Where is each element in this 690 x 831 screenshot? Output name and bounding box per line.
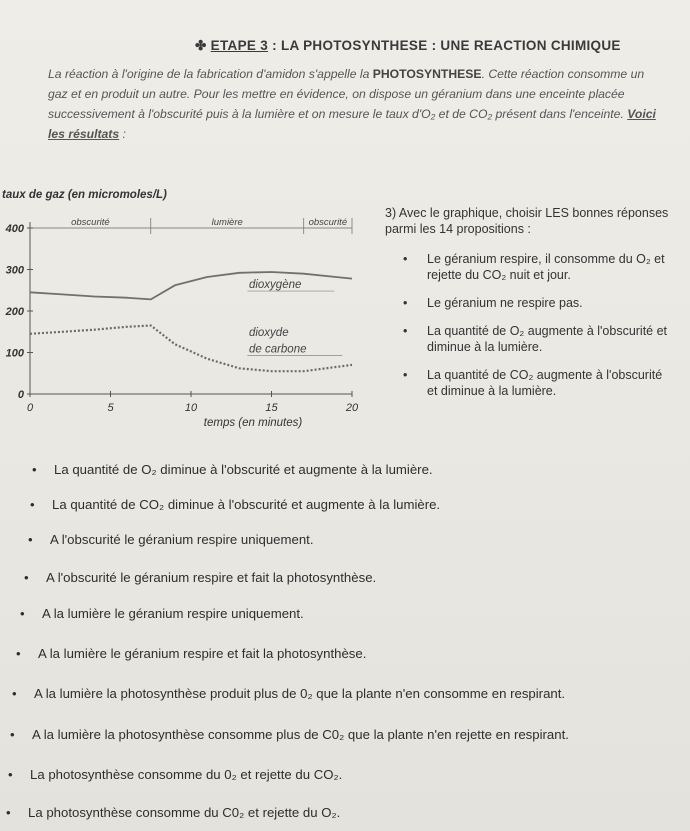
question-text: 3) Avec le graphique, choisir LES bonnes réponses parmi les 14 propositions :	[385, 206, 669, 236]
y-tick-label: 0	[17, 389, 24, 401]
x-tick-label: 15	[265, 402, 278, 414]
question-list	[385, 251, 675, 399]
proposition-text: A la lumière le géranium respire et fait la photosynthèse.	[38, 646, 367, 661]
question-item	[385, 251, 675, 283]
y-tick-label: 400	[5, 223, 24, 235]
question-item	[385, 367, 675, 399]
proposition-item	[20, 606, 304, 621]
bullet-icon: •	[20, 606, 25, 621]
proposition-text: La quantité de CO₂ diminue à l'obscurité et augmente à la lumière.	[52, 497, 441, 512]
proposition-text: A l'obscurité le géranium respire et fait la photosynthèse.	[46, 570, 377, 585]
proposition-item	[16, 646, 366, 661]
proposition-text: A la lumière la photosynthèse consomme plus de C0₂ que la plante n'en rejette en respirant.	[32, 727, 569, 742]
x-tick-label: 5	[107, 402, 114, 414]
bullet-icon: •	[30, 497, 35, 512]
phase-label: lumière	[211, 217, 243, 228]
intro-end: :	[119, 127, 126, 141]
proposition-item	[10, 727, 569, 742]
bullet-icon: •	[403, 252, 408, 266]
intro-text-1: La réaction à l'origine de la fabrication d'amidon s'appelle la	[48, 67, 373, 81]
intro-keyword: PHOTOSYNTHESE	[372, 67, 482, 81]
question-item-text: Le géranium respire, il consomme du O₂ et rejette du CO₂ nuit et jour.	[427, 252, 665, 282]
question-item-text: La quantité de O₂ augmente à l'obscurité et diminue à la lumière.	[427, 324, 668, 354]
question-item	[385, 295, 675, 311]
intro-paragraph	[48, 64, 658, 144]
bullet-icon: •	[10, 727, 15, 742]
bullet-icon: •	[12, 686, 17, 701]
intro-text-2: . Cette réaction consomme un gaz et en produit un autre. Pour les mettre en évidence, on dispose un géranium dans une enceinte placée successivement à l'obscurité puis à la lumière et on mesure le taux d'O₂ et de CO₂ présent dans l'enceinte.	[48, 67, 645, 121]
proposition-item	[12, 686, 565, 701]
question-item	[385, 323, 675, 355]
proposition-text: A l'obscurité le géranium respire uniquement.	[50, 532, 314, 547]
proposition-text: A la lumière la photosynthèse produit plus de 0₂ que la plante n'en consomme en respirant.	[34, 686, 566, 701]
bullet-icon: •	[28, 532, 33, 547]
bullet-icon: •	[8, 767, 13, 782]
proposition-text: A la lumière le géranium respire uniquement.	[42, 606, 304, 621]
proposition-text: La quantité de O₂ diminue à l'obscurité et augmente à la lumière.	[54, 462, 433, 477]
phase-label: obscurité	[71, 217, 110, 228]
bullet-icon: •	[32, 462, 37, 477]
series-label-dioxygene: dioxygène	[248, 279, 302, 292]
proposition-text: La photosynthèse consomme du 0₂ et rejette du CO₂.	[30, 767, 343, 782]
y-axis-title: taux de gaz (en micromoles/L)	[2, 189, 167, 201]
proposition-item	[24, 570, 376, 585]
proposition-item	[6, 805, 340, 820]
x-tick-label: 20	[345, 402, 359, 414]
y-tick-label: 300	[5, 264, 24, 277]
series-label-co2: de carbone	[248, 343, 307, 356]
proposition-item	[8, 767, 342, 782]
bullet-icon: •	[403, 324, 408, 338]
y-tick-label: 200	[5, 306, 24, 318]
proposition-item	[28, 532, 313, 547]
page-title	[195, 38, 621, 54]
step-label: ETAPE 3	[210, 38, 269, 53]
bullet-icon: •	[16, 646, 21, 661]
title-bullet-icon: ✤	[195, 38, 211, 53]
x-axis-title: temps (en minutes)	[203, 417, 303, 429]
x-tick-label: 10	[184, 402, 198, 414]
proposition-item	[32, 462, 433, 477]
series-line-dioxygene	[30, 272, 352, 299]
phase-label: obscurité	[308, 217, 348, 228]
gas-chart	[0, 184, 390, 450]
question-item-text: Le géranium ne respire pas.	[427, 296, 583, 310]
question-block	[385, 205, 675, 411]
series-label-co2: dioxyde	[248, 326, 289, 339]
x-tick-label: 0	[26, 402, 34, 414]
intro-results-label: Voici les résultats	[48, 107, 656, 141]
bullet-icon: •	[24, 570, 29, 585]
question-item-text: La quantité de CO₂ augmente à l'obscurité et diminue à la lumière.	[427, 368, 663, 398]
y-tick-label: 100	[5, 347, 24, 360]
bullet-icon: •	[403, 368, 408, 382]
proposition-text: La photosynthèse consomme du C0₂ et rejette du O₂.	[28, 805, 341, 820]
title-text: : LA PHOTOSYNTHESE : UNE REACTION CHIMIQUE	[268, 38, 621, 53]
proposition-item	[30, 497, 440, 512]
bullet-icon: •	[403, 296, 408, 310]
bullet-icon: •	[6, 805, 11, 820]
